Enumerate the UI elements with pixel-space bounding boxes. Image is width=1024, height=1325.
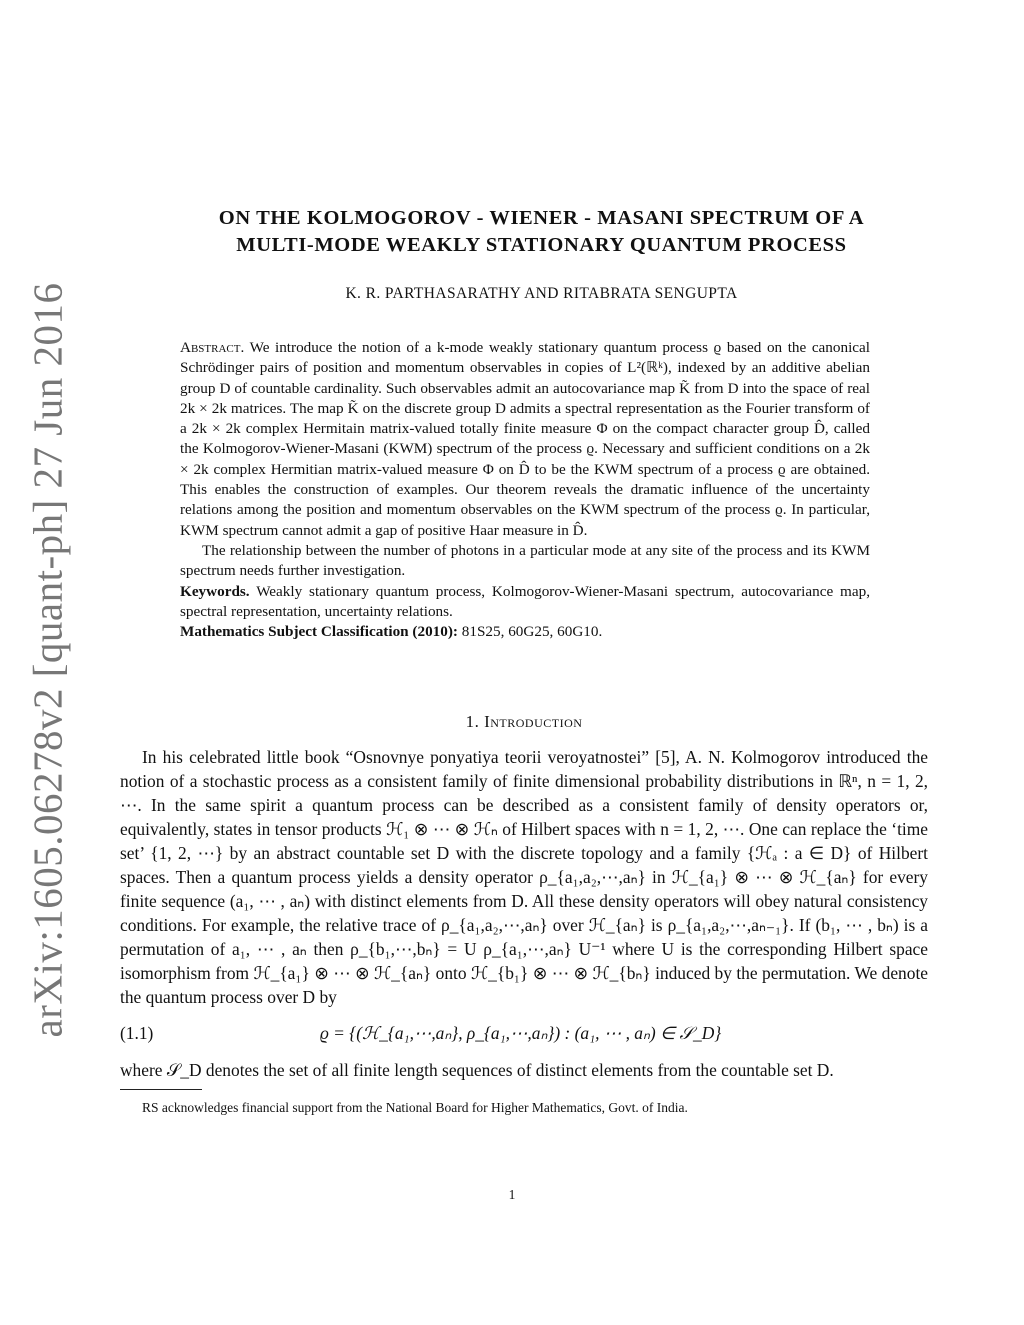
paper-title [155,205,928,259]
section-number: 1. [465,712,480,732]
footnote-text: RS acknowledges financial support from the National Board for Higher Mathematics, Govt. of India. [142,1100,688,1116]
intro-paragraph-2: where 𝒮_D denotes the set of all finite length sequences of distinct elements from the countable set D. [120,1060,834,1081]
arxiv-identifier-stamp [22,282,72,1038]
msc-text: 81S25, 60G25, 60G10. [461,623,603,641]
arxiv-identifier-text: arXiv:1605.06278v2 [quant-ph] 27 Jun 2016 [24,282,70,1038]
abstract-text-1: We introduce the notion of a k-mode weakly stationary quantum process ϱ based on the canonical Schrödinger pairs of position and momentum observables in copies of L²(ℝᵏ), indexed by an additive abelian group D of countable cardinality. Such observables admit an autocovariance map K̃ from D into the space of real 2k × 2k matrices. The map K̃ on the discrete group D admits a spectral representation as the Fourier transform of a 2k × 2k complex Hermitain matrix-valued totally finite measure Φ on the compact character group D̂, called the Kolmogorov-Wiener-Masani (KWM) spectrum of the process ϱ. Necessary and sufficient conditions on a 2k × 2k complex Hermitian matrix-valued measure Φ on D̂ to be the KWM spectrum of a process ϱ are obtained. This enables the construction of examples. Our theorem reveals the dramatic influence of the uncertainty relations among the position and momentum observables on the KWM spectrum of the process ϱ. In particular, KWM spectrum cannot admit a gap of positive Haar measure in D̂. [180,339,870,539]
section-heading-introduction [120,712,928,732]
intro-paragraph-1: In his celebrated little book “Osnovnye ponyatiya teorii veroyatnostei” [5], A. N. Kolmogorov introduced the notion of a stochastic process as a consistent family of finite dimensional probability distributions in ℝⁿ, n = 1, 2, ⋯. In the same spirit a quantum process can be described as a consistent family of density operators or, equivalently, states in tensor products ℋ₁ ⊗ ⋯ ⊗ ℋₙ of Hilbert spaces with n = 1, 2, ⋯. One can replace the ‘time set’ {1, 2, ⋯} by an abstract countable set D with the discrete topology and a family {ℋₐ : a ∈ D} of Hilbert spaces. Then a quantum process yields a density operator ρ_{a₁,a₂,⋯,aₙ} in ℋ_{a₁} ⊗ ⋯ ⊗ ℋ_{aₙ} for every finite sequence (a₁, ⋯ , aₙ) with distinct elements from D. All these density operators will obey natural consistency conditions. For example, the relative trace of ρ_{a₁,a₂,⋯,aₙ} over ℋ_{aₙ} is ρ_{a₁,a₂,⋯,aₙ₋₁}. If (b₁, ⋯ , bₙ) is a permutation of a₁, ⋯ , aₙ then ρ_{b₁,⋯,bₙ} = U ρ_{a₁,⋯,aₙ} U⁻¹ where U is the corresponding Hilbert space isomorphism from ℋ_{a₁} ⊗ ⋯ ⊗ ℋ_{aₙ} onto ℋ_{b₁} ⊗ ⋯ ⊗ ℋ_{bₙ} induced by the permutation. We denote the quantum process over D by [120,747,928,1007]
introduction-body [120,746,928,1120]
equation-1-1 [120,1019,928,1049]
section-title-text: Introduction [484,712,583,732]
abstract-paragraph-2: The relationship between the number of photons in a particular mode at any site of the process and its KWM spectrum needs further investigation. [180,541,870,580]
abstract-paragraph-1 [180,338,870,541]
abstract-block [180,338,870,642]
msc-line [180,622,870,642]
keywords-line [180,582,870,623]
footnote-divider [120,1089,202,1090]
paper-page [120,205,928,1120]
equation-body: ϱ = {(ℋ_{a₁,⋯,aₙ}, ρ_{a₁,⋯,aₙ}) : (a₁, ⋯ , aₙ) ∈ 𝒮_D} [320,1023,722,1044]
title-line-1: ON THE KOLMOGOROV - WIENER - MASANI SPECTRUM OF A [218,207,865,229]
title-line-2: MULTI-MODE WEAKLY STATIONARY QUANTUM PROCESS [236,234,847,256]
msc-label: Mathematics Subject Classification (2010): [180,623,458,641]
equation-label: (1.1) [120,1023,154,1044]
page-number: 1 [508,1187,516,1202]
author-list: K. R. PARTHASARATHY AND RITABRATA SENGUPTA [345,285,738,302]
keywords-text: Weakly stationary quantum process, Kolmogorov-Wiener-Masani spectrum, autocovariance map, spectral representation, uncertainty relations. [180,582,870,620]
keywords-label: Keywords. [180,582,250,600]
abstract-label: Abstract. [180,339,245,356]
